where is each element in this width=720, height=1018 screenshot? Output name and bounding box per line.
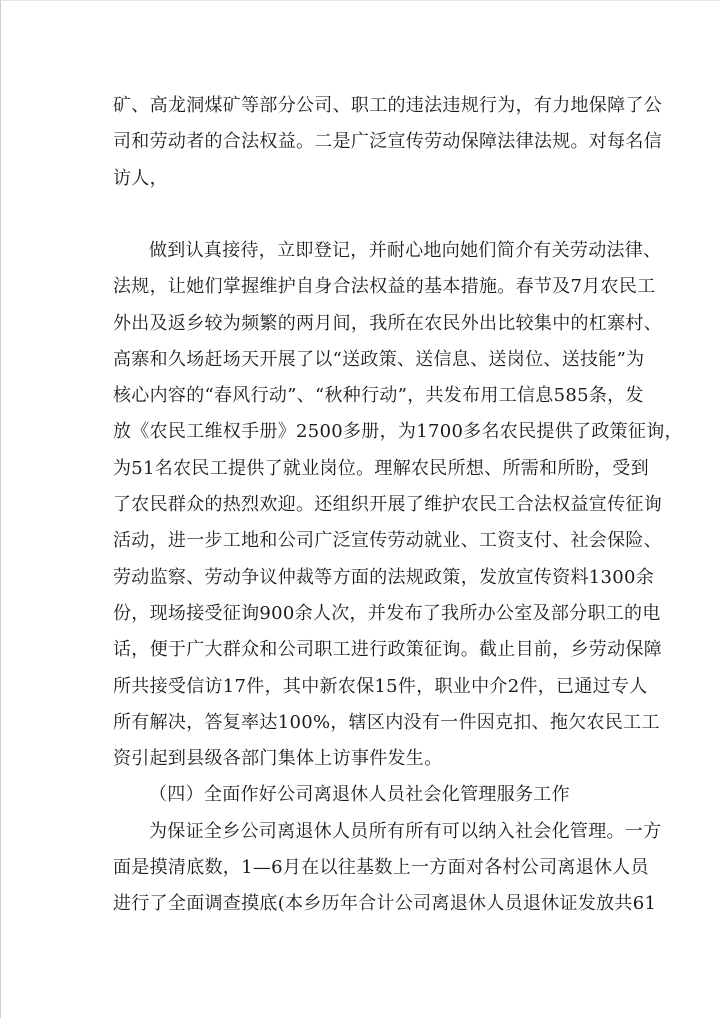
text-line: 访人， [113, 167, 168, 189]
text-line: 份，现场接受征询900余人次，并发布了我所办公室及部分职工的电 [113, 602, 661, 624]
section-heading: （四）全面作好公司离退休人员社会化管理服务工作 [149, 784, 570, 806]
text-line: 为保证全乡公司离退休人员所有所有可以纳入社会化管理。一方 [149, 820, 662, 842]
text-line: 高寨和久场赶场天开展了以“送政策、送信息、送岗位、送技能”为 [113, 348, 645, 370]
text-line: 法规，让她们掌握维护自身合法权益的基本措施。春节及7月农民工 [113, 276, 656, 298]
text-line: 矿、高龙洞煤矿等部分公司、职工的违法违规行为，有力地保障了公 [113, 95, 662, 116]
paragraph-continued [113, 88, 662, 197]
body-text [113, 233, 683, 923]
text-line: 放《农民工维权手册》2500多册，为1700多名农民提供了政策征询， [113, 421, 683, 443]
text-line: 所有解决，答复率达100%，辖区内没有一件因克扣、拖欠农民工工 [113, 711, 660, 733]
text-line: 进行了全面调查摸底(本乡历年合计公司离退休人员退休证发放共61 [113, 893, 657, 915]
text-line: 资引起到县级各部门集体上访事件发生。 [113, 748, 443, 770]
text-line: 所共接受信访17件，其中新农保15件，职业中介2件，已通过专人 [113, 675, 648, 697]
text-line: 面是摸清底数，1—6月在以往基数上一方面对各村公司离退休人员 [113, 857, 649, 879]
text-line: 外出及返乡较为频繁的两月间，我所在农民外出比较集中的杠寨村、 [113, 312, 662, 334]
text-line: 司和劳动者的合法权益。二是广泛宣传劳动保障法律法规。对每名信 [113, 131, 662, 153]
text-line: 为51名农民工提供了就业岗位。理解农民所想、所需和所盼，受到 [113, 457, 649, 479]
text-line: 了农民群众的热烈欢迎。还组织开展了维护农民工合法权益宣传征询 [113, 494, 662, 516]
text-line: 做到认真接待，立即登记，并耐心地向她们简介有关劳动法律、 [149, 240, 662, 261]
text-line: 劳动监察、劳动争议仲裁等方面的法规政策，发放宣传资料1300余 [113, 566, 655, 588]
text-line: 话，便于广大群众和公司职工进行政策征询。截止目前，乡劳动保障 [113, 639, 662, 661]
text-line: 核心内容的“春风行动”、“秋种行动”，共发布用工信息585条，发 [113, 385, 644, 407]
text-line: 活动，进一步工地和公司广泛宣传劳动就业、工资支付、社会保险、 [113, 530, 662, 552]
